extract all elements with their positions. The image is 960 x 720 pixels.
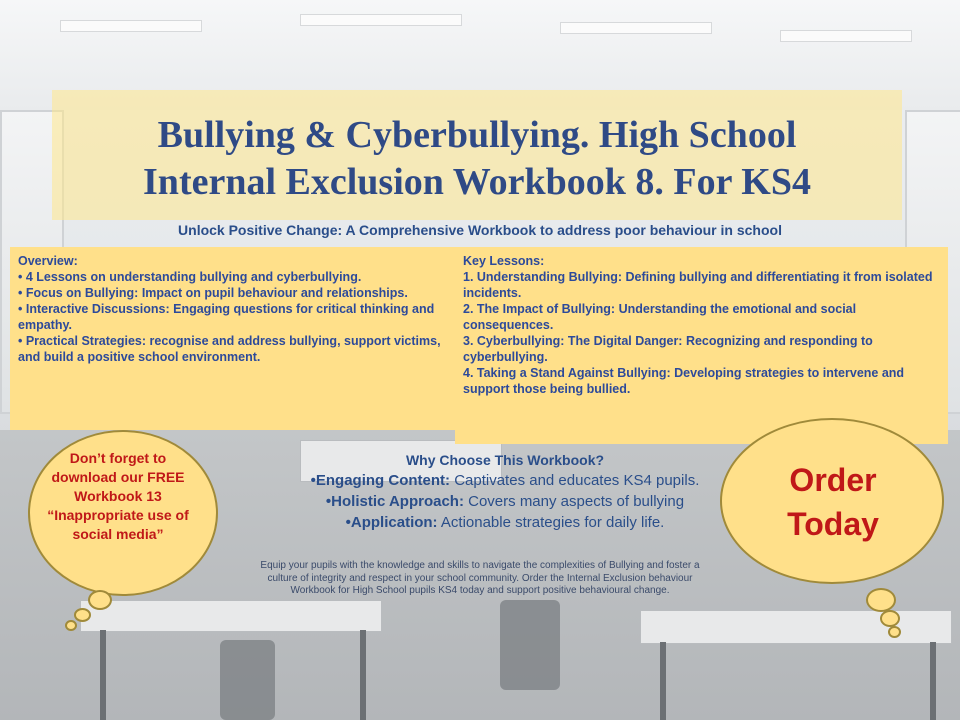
desk xyxy=(80,600,382,632)
chair xyxy=(220,640,275,720)
ceiling-light xyxy=(300,14,462,26)
ceiling-light xyxy=(60,20,202,32)
why-heading: Why Choose This Workbook? xyxy=(405,452,605,468)
why-point xyxy=(270,512,740,533)
why-choose-section xyxy=(270,452,740,533)
why-point-text: Covers many aspects of bullying xyxy=(463,493,685,510)
why-point-text: Captivates and educates KS4 pupils. xyxy=(450,472,700,489)
cloud-bubble xyxy=(74,608,91,622)
cloud-bubble xyxy=(65,620,77,631)
page-title xyxy=(52,112,902,206)
free-workbook-text: Don’t forget to download our FREE Workbook 13 “Inappropriate use of social media” xyxy=(47,450,189,542)
cloud-bubble xyxy=(880,610,900,627)
desk-leg xyxy=(930,642,936,720)
subtitle: Unlock Positive Change: A Comprehensive Workbook to address poor behaviour in school xyxy=(178,222,782,238)
why-point-label: •Engaging Content: xyxy=(310,472,451,489)
description-blurb: Equip your pupils with the knowledge and skills to navigate the complexities of Bullying and foster a culture of integrity and respect in your school community. Order the Internal Exclusion behaviour Workbook for High School pupils KS4 today and support positive behavioural change. xyxy=(260,560,700,596)
order-today-text[interactable]: Order Today xyxy=(787,462,879,542)
overview-item: • Focus on Bullying: Impact on pupil behaviour and relationships. xyxy=(18,286,408,300)
cloud-bubble xyxy=(88,590,112,610)
key-lessons-heading: Key Lessons: xyxy=(463,254,545,268)
overview-item: • Practical Strategies: recognise and address bullying, support victims, and build a positive school environment. xyxy=(18,334,441,364)
title-line-1: Bullying & Cyberbullying. High School xyxy=(157,114,797,156)
key-lessons-box xyxy=(455,247,948,444)
why-point xyxy=(270,491,740,512)
desk-leg xyxy=(660,642,666,720)
ceiling-light xyxy=(780,30,912,42)
desk xyxy=(640,610,952,644)
cloud-bubble xyxy=(888,626,901,638)
why-point xyxy=(270,470,740,491)
lesson-item: 3. Cyberbullying: The Digital Danger: Recognizing and responding to cyberbullying. xyxy=(463,334,873,364)
desk-leg xyxy=(100,630,106,720)
ceiling-light xyxy=(560,22,712,34)
desk-leg xyxy=(360,630,366,720)
overview-item: • Interactive Discussions: Engaging questions for critical thinking and empathy. xyxy=(18,302,435,332)
overview-item: • 4 Lessons on understanding bullying and cyberbullying. xyxy=(18,270,362,284)
why-point-text: Actionable strategies for daily life. xyxy=(437,514,665,531)
cloud-bubble xyxy=(866,588,896,612)
lesson-item: 2. The Impact of Bullying: Understanding the emotional and social consequences. xyxy=(463,302,857,332)
overview-box xyxy=(10,247,455,430)
lesson-item: 1. Understanding Bullying: Defining bullying and differentiating it from isolated incidents. xyxy=(463,270,933,300)
chair xyxy=(500,600,560,690)
title-line-2: Internal Exclusion Workbook 8. For KS4 xyxy=(143,161,811,203)
lesson-item: 4. Taking a Stand Against Bullying: Developing strategies to intervene and support those being bullied. xyxy=(463,366,905,396)
why-point-label: •Application: xyxy=(345,514,438,531)
overview-heading: Overview: xyxy=(18,254,78,268)
why-point-label: •Holistic Approach: xyxy=(325,493,464,510)
